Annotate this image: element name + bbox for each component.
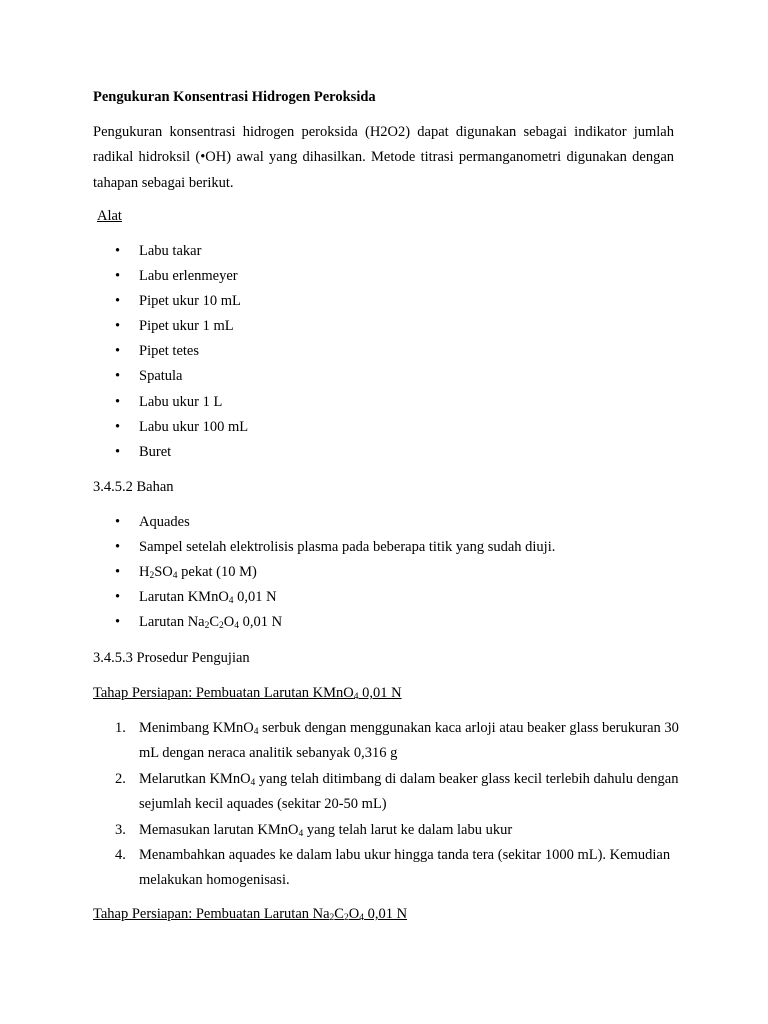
list-item: • Spatula	[115, 368, 183, 385]
bullet-icon: •	[115, 393, 121, 410]
bullet-icon: •	[115, 268, 121, 285]
bullet-icon: •	[115, 243, 121, 259]
list-item: • Buret	[115, 443, 172, 460]
bullet-icon: •	[115, 614, 121, 631]
step-text: Menambahkan aquades ke dalam labu ukur hingga tanda tera (sekitar 1000 mL). Kemudian melakukan homogenisasi.	[139, 847, 671, 889]
list-item: • Labu takar	[115, 243, 202, 259]
step-item	[93, 818, 683, 843]
bullet-icon: •	[115, 318, 121, 335]
step-item	[93, 767, 683, 818]
chemical-formula: Larutan $Na_2C_2O_4$ 0,01 N	[139, 614, 283, 632]
step-number: 1.	[115, 720, 126, 736]
list-item	[93, 562, 555, 587]
bullet-icon: •	[115, 514, 121, 530]
chemical-formula: Larutan KMnO$_4$ 0,01 N	[139, 589, 277, 607]
list-item: • Pipet ukur 10 mL	[115, 293, 241, 310]
step-number: 4.	[115, 847, 126, 864]
list-item: • Labu ukur 100 mL	[115, 418, 249, 435]
tahap2-heading: Tahap Persiapan: Pembuatan Larutan $Na_2C_2O_4$ 0,01 N	[93, 906, 408, 923]
bullet-icon: •	[115, 443, 121, 460]
list-item: • Labu ukur 1 L	[115, 393, 223, 410]
list-item	[93, 612, 555, 637]
step-text: Melarutkan KMnO$_4$ yang telah ditimbang di dalam beaker glass kecil terlebih dahulu dengan sejumlah kecil aquades (sekitar 20-50 mL)	[139, 770, 679, 813]
bullet-icon: •	[115, 418, 121, 435]
step-number: 3.	[115, 821, 126, 838]
alat-heading: Alat	[97, 208, 122, 224]
alat-list	[93, 241, 248, 467]
tahap1-steps	[93, 716, 683, 894]
bullet-icon: •	[115, 368, 121, 385]
list-item: • Pipet ukur 1 mL	[115, 318, 234, 335]
bullet-icon: •	[115, 293, 121, 310]
intro-paragraph: Pengukuran konsentrasi hidrogen peroksida (H2O2) dapat digunakan sebagai indikator jumlah radikal hidroksil (•OH) awal yang dihasilkan. Metode titrasi permanganometri digunakan dengan tahapan sebagai berikut.	[93, 124, 674, 191]
chemical-formula: $H_2SO_4$ pekat (10 M)	[139, 564, 257, 582]
prosedur-heading: 3.4.5.3 Prosedur Pengujian	[93, 650, 250, 666]
bahan-list	[93, 512, 555, 637]
step-number: 2.	[115, 770, 126, 787]
list-item: • Sampel setelah elektrolisis plasma pada beberapa titik yang sudah diuji.	[115, 539, 556, 556]
document-title: Pengukuran Konsentrasi Hidrogen Peroksida	[93, 89, 376, 105]
step-text: Menimbang KMnO$_4$ serbuk dengan menggunakan kaca arloji atau beaker glass berukuran 30 mL dengan neraca analitik sebanyak 0,316 g	[139, 720, 679, 762]
list-item: • Labu erlenmeyer	[115, 268, 238, 285]
bullet-icon: •	[115, 343, 121, 360]
bullet-icon: •	[115, 539, 121, 556]
list-item	[93, 587, 555, 612]
bullet-icon: •	[115, 589, 121, 606]
bullet-icon: •	[115, 564, 121, 581]
tahap1-heading: Tahap Persiapan: Pembuatan Larutan KMnO$_4$ 0,01 N	[93, 685, 402, 702]
bahan-heading: 3.4.5.2 Bahan	[93, 479, 174, 495]
step-item	[93, 843, 683, 894]
list-item: • Pipet tetes	[115, 343, 200, 360]
step-item	[93, 716, 683, 767]
step-text: Memasukan larutan KMnO$_4$ yang telah larut ke dalam labu ukur	[139, 821, 513, 839]
list-item: • Aquades	[115, 514, 190, 530]
